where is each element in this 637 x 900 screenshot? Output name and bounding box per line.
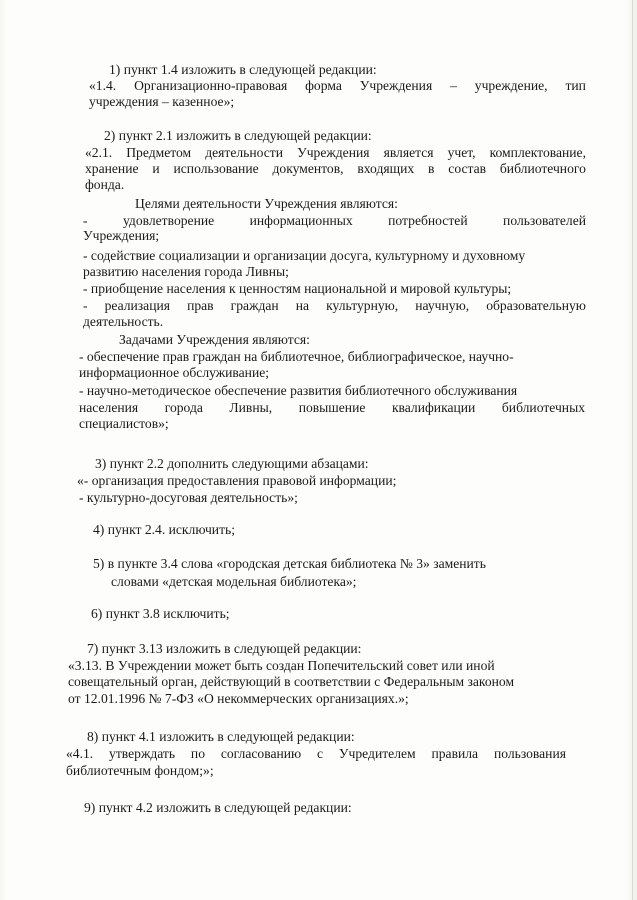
- item-7-heading: 7) пункт 3.13 изложить в следующей редакции:: [87, 641, 362, 656]
- goal-4: - реализация прав граждан на культурную, научную, образовательную: [83, 298, 586, 313]
- item-8-line-2: библиотечным фондом;»;: [66, 763, 214, 778]
- item-3-line-2: - культурно-досуговая деятельность»;: [79, 490, 298, 505]
- tasks-heading: Задачами Учреждения являются:: [119, 332, 310, 347]
- goal-1-cont: Учреждения;: [83, 228, 160, 243]
- goals-heading: Целями деятельности Учреждения являются:: [135, 196, 398, 211]
- item-7-line-3: от 12.01.1996 № 7-ФЗ «О некоммерческих организациях.»;: [68, 691, 409, 706]
- item-8-line-1: «4.1. утверждать по согласованию с Учредителем правила пользования: [66, 746, 566, 761]
- goal-1: - удовлетворение информационных потребностей пользователей: [83, 213, 586, 228]
- item-4-heading: 4) пункт 2.4. исключить;: [93, 522, 235, 537]
- item-1-line-2: учреждения – казенное»;: [89, 94, 235, 109]
- task-1-cont: информационное обслуживание;: [79, 365, 270, 380]
- item-3-heading: 3) пункт 2.2 дополнить следующими абзацами:: [95, 456, 369, 471]
- item-1-line-1: «1.4. Организационно-правовая форма Учреждения – учреждение, тип: [89, 78, 586, 93]
- item-7-line-2: совещательный орган, действующий в соответствии с Федеральным законом: [68, 674, 515, 689]
- item-2-line-1: «2.1. Предметом деятельности Учреждения является учет, комплектование,: [85, 145, 586, 160]
- item-5-line-2: словами «детская модельная библиотека»;: [111, 574, 357, 589]
- item-9-heading: 9) пункт 4.2 изложить в следующей редакции:: [84, 800, 352, 815]
- item-2-line-2: хранение и использование документов, входящих в состав библиотечного: [85, 161, 586, 176]
- item-6-heading: 6) пункт 3.8 исключить;: [91, 606, 230, 621]
- item-7-line-1: «3.13. В Учреждении может быть создан Попечительский совет или иной: [68, 658, 495, 673]
- goal-2: - содействие социализации и организации досуга, культурному и духовному: [83, 248, 526, 263]
- task-1: - обеспечение прав граждан на библиотечное, библиографическое, научно-: [79, 349, 514, 364]
- task-2-cont: населения города Ливны, повышение квалификации библиотечных: [79, 400, 585, 415]
- task-2: - научно-методическое обеспечение развития библиотечного обслуживания: [79, 383, 518, 398]
- item-5-heading: 5) в пункте 3.4 слова «городская детская библиотека № 3» заменить: [93, 556, 486, 571]
- task-2-cont-2: специалистов»;: [79, 416, 169, 431]
- goal-3: - приобщение населения к ценностям национальной и мировой культуры;: [83, 281, 512, 296]
- goal-2-cont: развитию населения города Ливны;: [83, 264, 289, 279]
- goal-4-cont: деятельность.: [83, 314, 164, 329]
- item-3-line-1: «- организация предоставления правовой информации;: [77, 473, 397, 488]
- item-2-heading: 2) пункт 2.1 изложить в следующей редакции:: [104, 128, 372, 143]
- item-1-heading: 1) пункт 1.4 изложить в следующей редакции:: [109, 62, 377, 77]
- item-8-heading: 8) пункт 4.1 изложить в следующей редакции:: [87, 729, 355, 744]
- page-edge: [632, 0, 633, 900]
- item-2-line-3: фонда.: [85, 177, 125, 192]
